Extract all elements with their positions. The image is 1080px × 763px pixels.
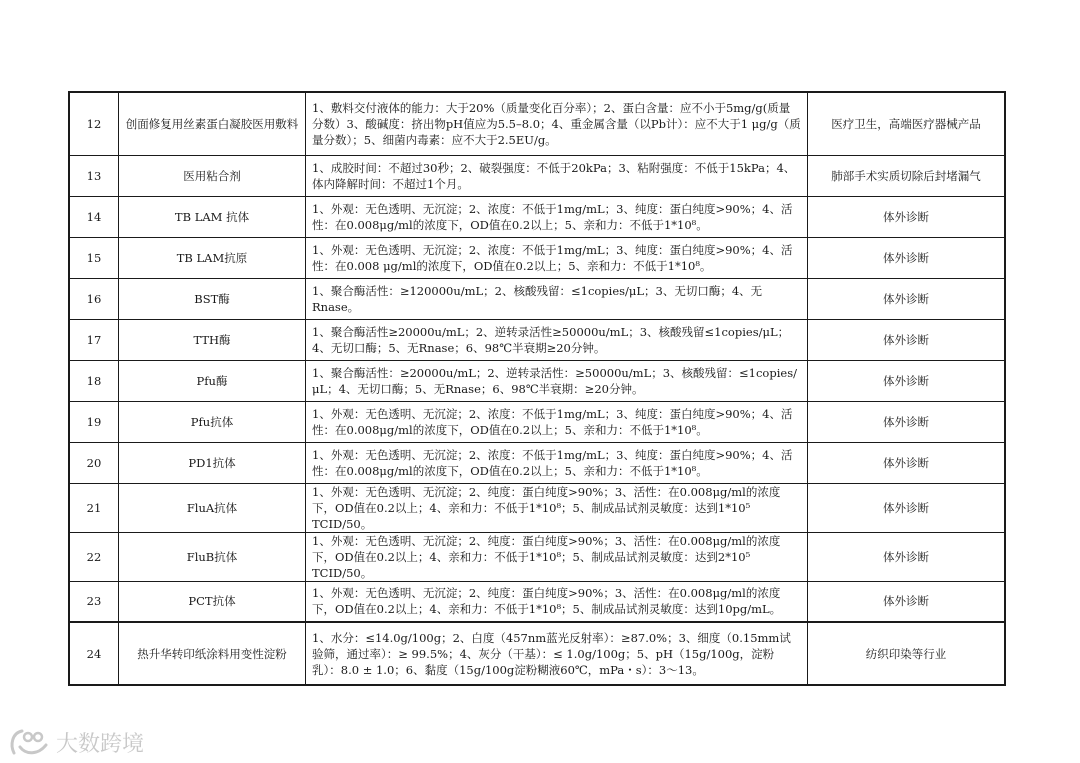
product-name: Pfu酶 (119, 360, 306, 401)
row-number: 24 (69, 622, 119, 685)
spec-text: 1、水分：≤14.0g/100g；2、白度（457nm蓝光反射率）：≥87.0%；3、细度（0.15mm试验筛，通过率）：≥ 99.5%；4、灰分（干基）：≤ 1.0g/100g；5、pH（15g/100g，淀粉乳）：8.0 ± 1.0；6、黏度（15g/100g淀粉糊液60℃，mPa・s）：3～13。 (306, 622, 808, 685)
row-number: 19 (69, 401, 119, 442)
table-row (69, 360, 1005, 401)
table-row (69, 278, 1005, 319)
table-row (69, 442, 1005, 483)
product-name: FluA抗体 (119, 483, 306, 532)
table-row (69, 92, 1005, 155)
spec-text: 1、聚合酶活性：≥20000u/mL；2、逆转录活性：≥50000u/mL；3、核酸残留：≤1copies/μL；4、无切口酶；5、无Rnase；6、98℃半衰期：≥20分钟。 (306, 360, 808, 401)
spec-table (68, 91, 1006, 686)
spec-text: 1、聚合酶活性≥20000u/mL；2、逆转录活性≥50000u/mL；3、核酸残留≤1copies/μL；4、无切口酶；5、无Rnase；6、98℃半衰期≥20分钟。 (306, 319, 808, 360)
application-field: 医疗卫生，高端医疗器械产品 (808, 92, 1006, 155)
application-field: 体外诊断 (808, 581, 1006, 622)
watermark (8, 725, 144, 759)
watermark-text: 大数跨境 (56, 731, 145, 757)
table-row (69, 319, 1005, 360)
spec-text: 1、聚合酶活性：≥120000u/mL；2、核酸残留：≤1copies/μL；3、无切口酶；4、无Rnase。 (306, 278, 808, 319)
application-field: 体外诊断 (808, 196, 1006, 237)
application-field: 肺部手术实质切除后封堵漏气 (808, 155, 1006, 196)
application-field: 体外诊断 (808, 278, 1006, 319)
spec-text: 1、外观：无色透明、无沉淀；2、浓度：不低于1mg/mL；3、纯度：蛋白纯度>90%；4、活性：在0.008 μg/ml的浓度下，OD值在0.2以上；5、亲和力：不低于1*10⁸。 (306, 237, 808, 278)
row-number: 20 (69, 442, 119, 483)
product-name: TB LAM抗原 (119, 237, 306, 278)
spec-text: 1、外观：无色透明、无沉淀；2、纯度：蛋白纯度>90%；3、活性：在0.008μg/ml的浓度下，OD值在0.2以上；4、亲和力：不低于1*10⁸；5、制成品试剂灵敏度：达到2*10⁵ TCID/50。 (306, 532, 808, 581)
spec-text: 1、敷料交付液体的能力：大于20%（质量变化百分率）；2、蛋白含量：应不小于5mg/g(质量分数）3、酸碱度：挤出物pH值应为5.5–8.0；4、重金属含量（以Pb计）：应不大于1 μg/g（质量分数）；5、细菌内毒素：应不大于2.5EU/g。 (306, 92, 808, 155)
spec-text: 1、外观：无色透明、无沉淀；2、浓度：不低于1mg/mL；3、纯度：蛋白纯度>90%；4、活性：在0.008μg/ml的浓度下，OD值在0.2以上；5、亲和力：不低于1*10⁸。 (306, 442, 808, 483)
row-number: 21 (69, 483, 119, 532)
row-number: 18 (69, 360, 119, 401)
brand-logo-icon (8, 725, 52, 759)
product-name: 医用粘合剂 (119, 155, 306, 196)
application-field: 体外诊断 (808, 237, 1006, 278)
application-field: 体外诊断 (808, 401, 1006, 442)
application-field: 体外诊断 (808, 532, 1006, 581)
application-field: 体外诊断 (808, 442, 1006, 483)
spec-text: 1、外观：无色透明、无沉淀；2、浓度：不低于1mg/mL；3、纯度：蛋白纯度>90%；4、活性：在0.008μg/ml的浓度下，OD值在0.2以上；5、亲和力：不低于1*10⁸。 (306, 401, 808, 442)
table-row (69, 532, 1005, 581)
spec-text: 1、外观：无色透明、无沉淀；2、纯度：蛋白纯度>90%；3、活性：在0.008μg/ml的浓度下，OD值在0.2以上；4、亲和力：不低于1*10⁸；5、制成品试剂灵敏度：达到1*10⁵ TCID/50。 (306, 483, 808, 532)
table-row (69, 237, 1005, 278)
row-number: 15 (69, 237, 119, 278)
table-row (69, 196, 1005, 237)
table-row (69, 401, 1005, 442)
product-name: 创面修复用丝素蛋白凝胶医用敷料 (119, 92, 306, 155)
row-number: 12 (69, 92, 119, 155)
row-number: 14 (69, 196, 119, 237)
table-row (69, 155, 1005, 196)
spec-text: 1、外观：无色透明、无沉淀；2、浓度：不低于1mg/mL；3、纯度：蛋白纯度>90%；4、活性：在0.008μg/ml的浓度下，OD值在0.2以上；5、亲和力：不低于1*10⁸。 (306, 196, 808, 237)
application-field: 体外诊断 (808, 319, 1006, 360)
row-number: 23 (69, 581, 119, 622)
application-field: 体外诊断 (808, 483, 1006, 532)
product-name: 热升华转印纸涂料用变性淀粉 (119, 622, 306, 685)
application-field: 纺织印染等行业 (808, 622, 1006, 685)
row-number: 13 (69, 155, 119, 196)
row-number: 22 (69, 532, 119, 581)
product-name: PCT抗体 (119, 581, 306, 622)
row-number: 16 (69, 278, 119, 319)
product-name: TB LAM 抗体 (119, 196, 306, 237)
product-name: TTH酶 (119, 319, 306, 360)
product-name: BST酶 (119, 278, 306, 319)
product-name: Pfu抗体 (119, 401, 306, 442)
product-name: FluB抗体 (119, 532, 306, 581)
application-field: 体外诊断 (808, 360, 1006, 401)
table-row (69, 581, 1005, 622)
spec-text: 1、成胶时间：不超过30秒；2、破裂强度：不低于20kPa；3、粘附强度：不低于15kPa；4、体内降解时间：不超过1个月。 (306, 155, 808, 196)
table-row (69, 622, 1005, 685)
table-row (69, 483, 1005, 532)
product-name: PD1抗体 (119, 442, 306, 483)
row-number: 17 (69, 319, 119, 360)
spec-text: 1、外观：无色透明、无沉淀；2、纯度：蛋白纯度>90%；3、活性：在0.008μg/ml的浓度下，OD值在0.2以上；4、亲和力：不低于1*10⁸；5、制成品试剂灵敏度：达到10pg/mL。 (306, 581, 808, 622)
